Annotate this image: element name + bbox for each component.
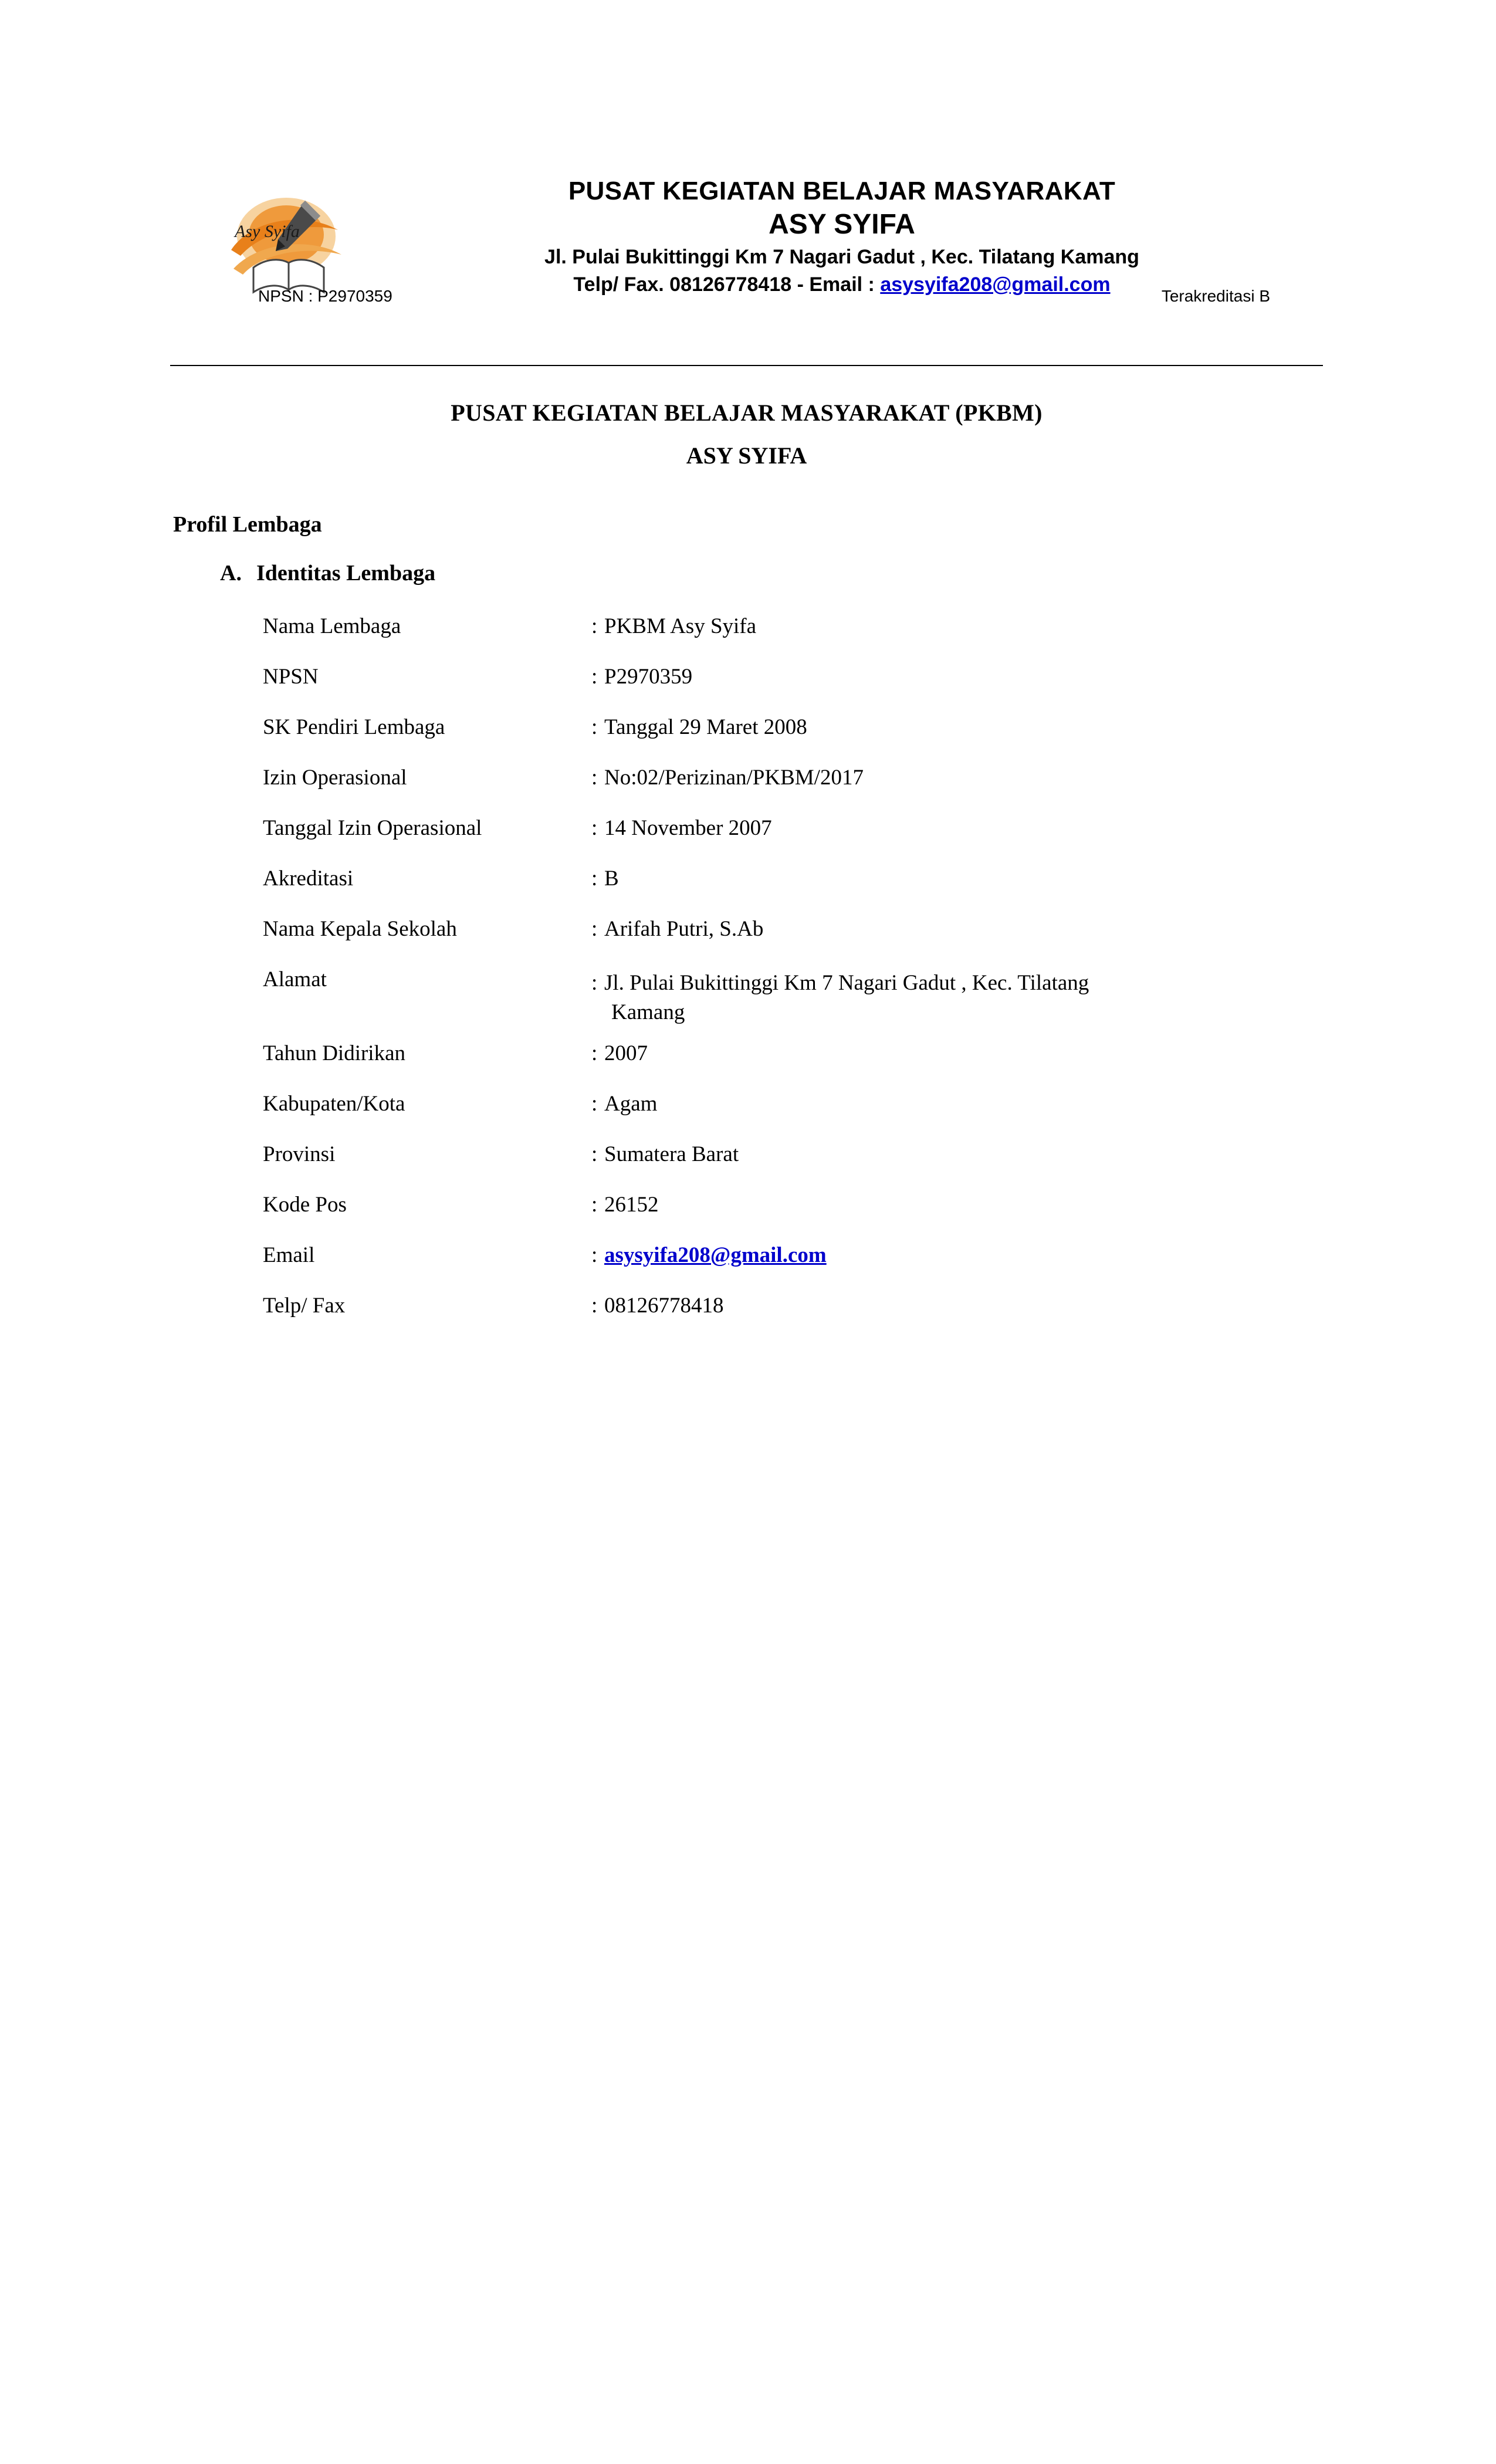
row-label: Kabupaten/Kota — [263, 1092, 405, 1116]
email-link[interactable]: asysyifa208@gmail.com — [604, 1243, 827, 1267]
letterhead-divider — [170, 365, 1323, 366]
table-row — [263, 708, 1260, 759]
contact-prefix: Telp/ Fax. 08126778418 - Email : — [573, 273, 881, 296]
row-value: : P2970359 — [591, 665, 693, 689]
identity-table — [263, 607, 1260, 1337]
table-row — [263, 809, 1260, 859]
row-label: Nama Kepala Sekolah — [263, 917, 457, 941]
row-value: : 14 November 2007 — [591, 816, 772, 840]
table-row — [263, 1186, 1260, 1236]
row-value-text: 2007 — [604, 1041, 648, 1065]
letterhead — [170, 170, 1323, 326]
row-value-text: 26152 — [604, 1193, 659, 1217]
row-value: : Jl. Pulai Bukittinggi Km 7 Nagari Gadut , Kec. Tilatang Kamang — [591, 960, 1260, 1027]
subsection-marker: A. — [220, 561, 242, 585]
row-label: Telp/ Fax — [263, 1294, 346, 1318]
table-row — [263, 960, 1260, 1034]
row-label: Tahun Didirikan — [263, 1041, 405, 1065]
row-value: : Tanggal 29 Maret 2008 — [591, 715, 807, 739]
row-value: : 2007 — [591, 1041, 648, 1065]
row-value-text: P2970359 — [604, 665, 693, 689]
row-value-text: Agam — [604, 1092, 658, 1116]
org-name-line2: ASY SYIFA — [769, 208, 915, 240]
table-row — [263, 859, 1260, 910]
letterhead-bottom-row — [170, 285, 1323, 317]
table-row — [263, 759, 1260, 809]
row-value-continuation: Kamang — [611, 1000, 685, 1024]
row-label: SK Pendiri Lembaga — [263, 715, 445, 739]
accreditation-label: Terakreditasi B — [1161, 287, 1270, 305]
row-label: NPSN — [263, 665, 319, 689]
table-row — [263, 1034, 1260, 1085]
section-heading-profile: Profil Lembaga — [173, 512, 322, 537]
table-row — [263, 607, 1260, 658]
row-value: : B — [591, 867, 619, 891]
table-row — [263, 910, 1260, 960]
row-value: : 08126778418 — [591, 1294, 724, 1318]
row-value-text: Tanggal 29 Maret 2008 — [604, 715, 807, 739]
table-row — [263, 658, 1260, 708]
row-value-text: 14 November 2007 — [604, 816, 772, 840]
row-label: Nama Lembaga — [263, 614, 401, 638]
row-label: Izin Operasional — [263, 766, 407, 790]
page-title-line1: PUSAT KEGIATAN BELAJAR MASYARAKAT (PKBM) — [451, 400, 1043, 426]
org-name-line1: PUSAT KEGIATAN BELAJAR MASYARAKAT — [568, 177, 1116, 205]
npsn-label: NPSN : P2970359 — [258, 287, 392, 305]
row-value: : Arifah Putri, S.Ab — [591, 917, 764, 941]
row-value-text: 08126778418 — [604, 1294, 724, 1318]
letterhead-text — [364, 176, 1320, 297]
table-row — [263, 1287, 1260, 1337]
row-value-text: No:02/Perizinan/PKBM/2017 — [604, 766, 864, 790]
page-title — [170, 399, 1323, 469]
table-row — [263, 1236, 1260, 1287]
row-label: Alamat — [263, 967, 327, 991]
row-value: : asysyifa208@gmail.com — [591, 1243, 827, 1267]
row-value: : No:02/Perizinan/PKBM/2017 — [591, 766, 864, 790]
header-email-link[interactable]: asysyifa208@gmail.com — [880, 273, 1111, 296]
row-label: Kode Pos — [263, 1193, 347, 1217]
row-value: : PKBM Asy Syifa — [591, 614, 757, 638]
row-value-text: Sumatera Barat — [604, 1142, 739, 1166]
row-label: Tanggal Izin Operasional — [263, 816, 482, 840]
subsection-label: Identitas Lembaga — [256, 561, 436, 585]
page-title-line2: ASY SYIFA — [686, 442, 807, 469]
row-value: : 26152 — [591, 1193, 659, 1217]
row-value: : Sumatera Barat — [591, 1142, 739, 1166]
row-value-text: PKBM Asy Syifa — [604, 614, 757, 638]
table-row — [263, 1085, 1260, 1135]
table-row — [263, 1135, 1260, 1186]
row-value-text: Jl. Pulai Bukittinggi Km 7 Nagari Gadut , Kec. Tilatang — [604, 971, 1089, 995]
row-label: Provinsi — [263, 1142, 336, 1166]
row-value: : Agam — [591, 1092, 658, 1116]
row-label: Akreditasi — [263, 867, 354, 891]
row-value-text: B — [604, 867, 619, 891]
logo-text: Asy Syifa — [235, 222, 300, 241]
subsection-heading-identity — [220, 560, 435, 586]
row-label: Email — [263, 1243, 315, 1267]
row-value-text: Arifah Putri, S.Ab — [604, 917, 764, 941]
org-address: Jl. Pulai Bukittinggi Km 7 Nagari Gadut , Kec. Tilatang Kamang — [544, 246, 1139, 269]
